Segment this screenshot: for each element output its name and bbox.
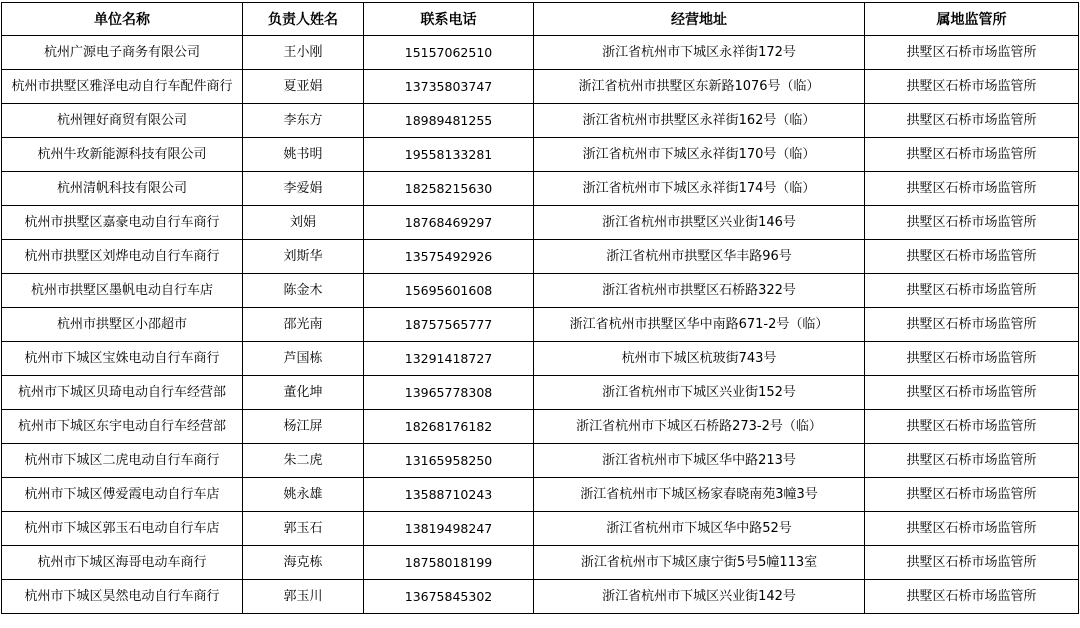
person-in-charge-cell: 海克栋: [243, 546, 364, 580]
phone-cell: 13588710243: [364, 478, 534, 512]
company-name-cell: 杭州市下城区二虎电动自行车商行: [2, 444, 243, 478]
phone-cell: 13575492926: [364, 240, 534, 274]
merchant-table: [1, 2, 1079, 614]
company-name-cell: 杭州清帆科技有限公司: [2, 172, 243, 206]
person-in-charge-cell: 李东方: [243, 104, 364, 138]
company-name-cell: 杭州锂好商贸有限公司: [2, 104, 243, 138]
address-cell: 浙江省杭州市下城区康宁街5号5幢113室: [534, 546, 865, 580]
company-name-cell: 杭州市下城区昊然电动自行车商行: [2, 580, 243, 614]
company-name-cell: 杭州市下城区宝姝电动自行车商行: [2, 342, 243, 376]
company-name-cell: 杭州市下城区贝琦电动自行车经营部: [2, 376, 243, 410]
company-name-cell: 杭州牛玫新能源科技有限公司: [2, 138, 243, 172]
table-row: [2, 444, 1079, 478]
company-name-cell: 杭州市拱墅区小邵超市: [2, 308, 243, 342]
address-cell: 浙江省杭州市拱墅区华丰路96号: [534, 240, 865, 274]
phone-cell: 13735803747: [364, 70, 534, 104]
address-cell: 浙江省杭州市下城区石桥路273-2号（临）: [534, 410, 865, 444]
supervision-office-cell: 拱墅区石桥市场监管所: [865, 376, 1079, 410]
address-cell: 浙江省杭州市拱墅区东新路1076号（临）: [534, 70, 865, 104]
address-cell: 浙江省杭州市下城区永祥街170号（临）: [534, 138, 865, 172]
phone-cell: 18758018199: [364, 546, 534, 580]
phone-cell: 13675845302: [364, 580, 534, 614]
supervision-office-cell: 拱墅区石桥市场监管所: [865, 512, 1079, 546]
phone-cell: 15695601608: [364, 274, 534, 308]
table-row: [2, 308, 1079, 342]
person-in-charge-cell: 姚书明: [243, 138, 364, 172]
phone-cell: 13291418727: [364, 342, 534, 376]
table-body: [2, 36, 1079, 614]
person-in-charge-cell: 李爱娟: [243, 172, 364, 206]
table-row: [2, 70, 1079, 104]
supervision-office-cell: 拱墅区石桥市场监管所: [865, 206, 1079, 240]
header-address: 经营地址: [534, 3, 865, 36]
person-in-charge-cell: 刘斯华: [243, 240, 364, 274]
address-cell: 浙江省杭州市下城区永祥街172号: [534, 36, 865, 70]
supervision-office-cell: 拱墅区石桥市场监管所: [865, 546, 1079, 580]
address-cell: 浙江省杭州市下城区华中路213号: [534, 444, 865, 478]
supervision-office-cell: 拱墅区石桥市场监管所: [865, 444, 1079, 478]
header-person-in-charge: 负责人姓名: [243, 3, 364, 36]
phone-cell: 13819498247: [364, 512, 534, 546]
table-row: [2, 172, 1079, 206]
phone-cell: 18258215630: [364, 172, 534, 206]
person-in-charge-cell: 夏亚娟: [243, 70, 364, 104]
table-row: [2, 240, 1079, 274]
supervision-office-cell: 拱墅区石桥市场监管所: [865, 36, 1079, 70]
phone-cell: 18768469297: [364, 206, 534, 240]
table-row: [2, 342, 1079, 376]
table-row: [2, 512, 1079, 546]
person-in-charge-cell: 朱二虎: [243, 444, 364, 478]
table-row: [2, 36, 1079, 70]
phone-cell: 19558133281: [364, 138, 534, 172]
table-row: [2, 580, 1079, 614]
table-row: [2, 206, 1079, 240]
person-in-charge-cell: 王小刚: [243, 36, 364, 70]
company-name-cell: 杭州市下城区东宇电动自行车经营部: [2, 410, 243, 444]
person-in-charge-cell: 杨江屏: [243, 410, 364, 444]
person-in-charge-cell: 郭玉川: [243, 580, 364, 614]
company-name-cell: 杭州市下城区傅爱霞电动自行车店: [2, 478, 243, 512]
address-cell: 浙江省杭州市下城区杨家春晓南苑3幢3号: [534, 478, 865, 512]
address-cell: 杭州市下城区杭玻街743号: [534, 342, 865, 376]
person-in-charge-cell: 邵光南: [243, 308, 364, 342]
person-in-charge-cell: 董化坤: [243, 376, 364, 410]
table-row: [2, 478, 1079, 512]
person-in-charge-cell: 郭玉石: [243, 512, 364, 546]
address-cell: 浙江省杭州市下城区永祥街174号（临）: [534, 172, 865, 206]
phone-cell: 13165958250: [364, 444, 534, 478]
person-in-charge-cell: 陈金木: [243, 274, 364, 308]
table-row: [2, 104, 1079, 138]
supervision-office-cell: 拱墅区石桥市场监管所: [865, 342, 1079, 376]
header-phone: 联系电话: [364, 3, 534, 36]
phone-cell: 18989481255: [364, 104, 534, 138]
phone-cell: 15157062510: [364, 36, 534, 70]
table-row: [2, 546, 1079, 580]
supervision-office-cell: 拱墅区石桥市场监管所: [865, 478, 1079, 512]
table-header-row: [2, 3, 1079, 36]
company-name-cell: 杭州市拱墅区嘉豪电动自行车商行: [2, 206, 243, 240]
supervision-office-cell: 拱墅区石桥市场监管所: [865, 172, 1079, 206]
company-name-cell: 杭州市下城区郭玉石电动自行车店: [2, 512, 243, 546]
address-cell: 浙江省杭州市下城区华中路52号: [534, 512, 865, 546]
company-name-cell: 杭州市下城区海哥电动车商行: [2, 546, 243, 580]
table-row: [2, 274, 1079, 308]
company-name-cell: 杭州市拱墅区刘烨电动自行车商行: [2, 240, 243, 274]
header-company-name: 单位名称: [2, 3, 243, 36]
table-row: [2, 376, 1079, 410]
person-in-charge-cell: 芦国栋: [243, 342, 364, 376]
address-cell: 浙江省杭州市拱墅区永祥街162号（临）: [534, 104, 865, 138]
header-supervision-office: 属地监管所: [865, 3, 1079, 36]
table-row: [2, 138, 1079, 172]
person-in-charge-cell: 刘娟: [243, 206, 364, 240]
supervision-office-cell: 拱墅区石桥市场监管所: [865, 104, 1079, 138]
address-cell: 浙江省杭州市下城区兴业街142号: [534, 580, 865, 614]
address-cell: 浙江省杭州市拱墅区石桥路322号: [534, 274, 865, 308]
phone-cell: 13965778308: [364, 376, 534, 410]
supervision-office-cell: 拱墅区石桥市场监管所: [865, 308, 1079, 342]
supervision-office-cell: 拱墅区石桥市场监管所: [865, 70, 1079, 104]
company-name-cell: 杭州市拱墅区墨帆电动自行车店: [2, 274, 243, 308]
address-cell: 浙江省杭州市下城区兴业街152号: [534, 376, 865, 410]
supervision-office-cell: 拱墅区石桥市场监管所: [865, 138, 1079, 172]
phone-cell: 18268176182: [364, 410, 534, 444]
supervision-office-cell: 拱墅区石桥市场监管所: [865, 274, 1079, 308]
address-cell: 浙江省杭州市拱墅区华中南路671-2号（临）: [534, 308, 865, 342]
phone-cell: 18757565777: [364, 308, 534, 342]
person-in-charge-cell: 姚永雄: [243, 478, 364, 512]
company-name-cell: 杭州市拱墅区雅泽电动自行车配件商行: [2, 70, 243, 104]
supervision-office-cell: 拱墅区石桥市场监管所: [865, 580, 1079, 614]
address-cell: 浙江省杭州市拱墅区兴业街146号: [534, 206, 865, 240]
company-name-cell: 杭州广源电子商务有限公司: [2, 36, 243, 70]
merchant-table-sheet: [1, 2, 1078, 614]
table-row: [2, 410, 1079, 444]
supervision-office-cell: 拱墅区石桥市场监管所: [865, 240, 1079, 274]
supervision-office-cell: 拱墅区石桥市场监管所: [865, 410, 1079, 444]
